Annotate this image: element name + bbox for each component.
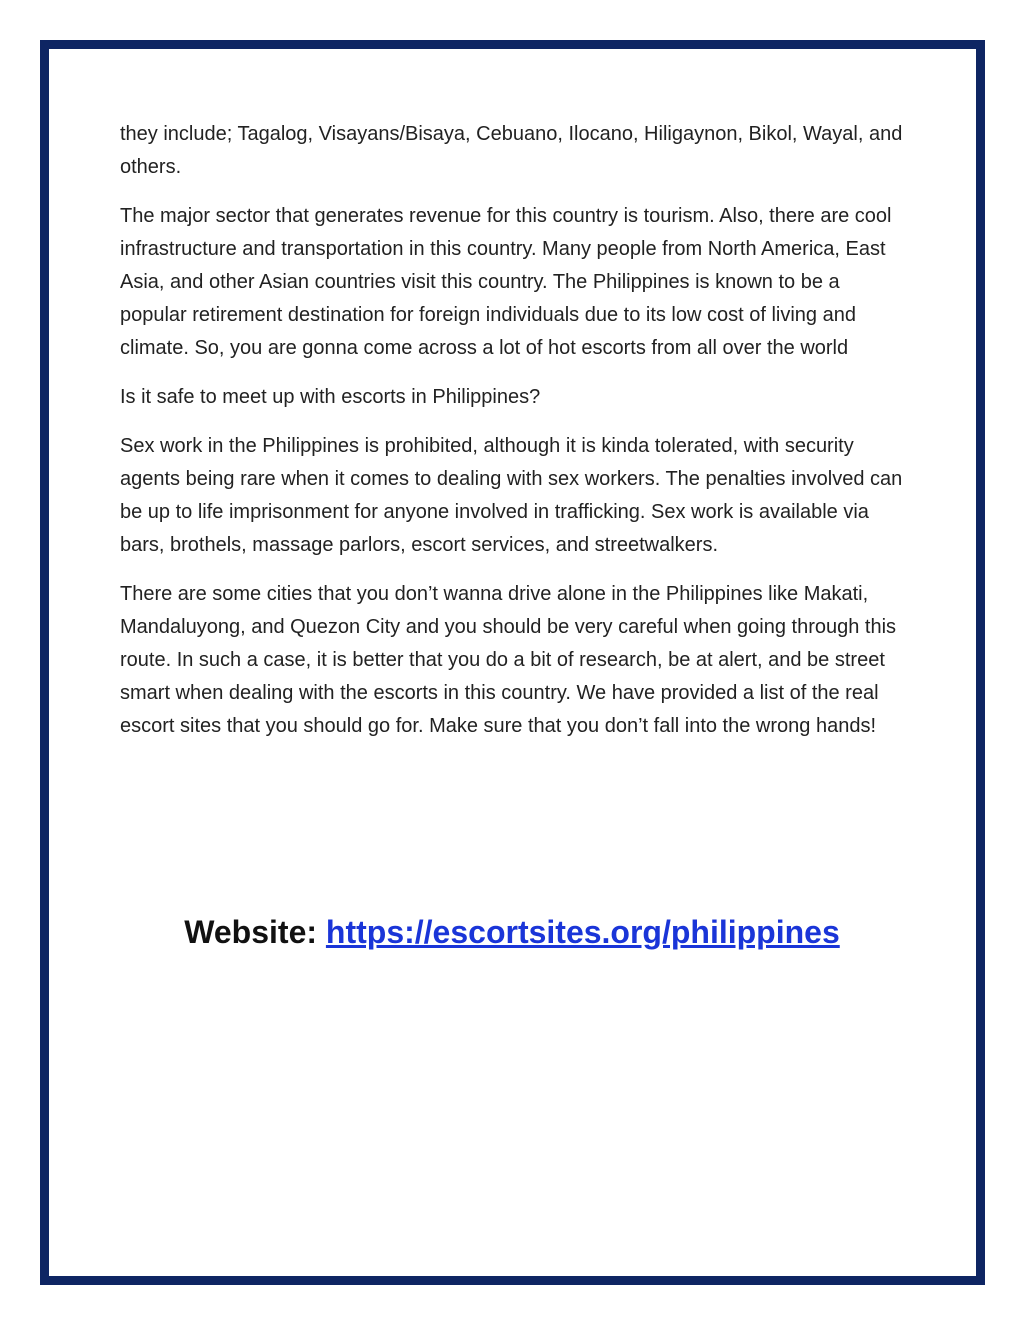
document-body bbox=[120, 118, 910, 759]
paragraph-tourism: The major sector that generates revenue for this country is tourism. Also, there are cool infrastructure and transportation in this country. Many people from North America, East Asia, and other Asian countries visit this country. The Philippines is known to be a popular retirement destination for foreign individuals due to its low cost of living and climate. So, you are gonna come across a lot of hot escorts from all over the world bbox=[120, 205, 892, 359]
website-link[interactable]: https://escortsites.org/philippines bbox=[325, 914, 840, 950]
paragraph-safety-question: Is it safe to meet up with escorts in Philippines? bbox=[120, 386, 541, 408]
paragraph-cities-warning: There are some cities that you don’t wanna drive alone in the Philippines like Makati, Mandaluyong, and Quezon City and you should be very careful when going through this route. In such a case, it is better that you do a bit of research, be at alert, and be street smart when dealing with the escorts in this country. We have provided a list of the real escort sites that you should go for. Make sure that you don’t fall into the wrong hands! bbox=[120, 583, 897, 737]
paragraph-legal-status: Sex work in the Philippines is prohibited, although it is kinda tolerated, with security agents being rare when it comes to dealing with sex workers. The penalties involved can be up to life imprisonment for anyone involved in trafficking. Sex work is available via bars, brothels, massage parlors, escort services, and streetwalkers. bbox=[120, 435, 903, 556]
website-line bbox=[0, 908, 1024, 956]
website-label: Website: bbox=[184, 914, 318, 950]
paragraph-languages: they include; Tagalog, Visayans/Bisaya, Cebuano, Ilocano, Hiligaynon, Bikol, Wayal, and others. bbox=[120, 123, 903, 178]
